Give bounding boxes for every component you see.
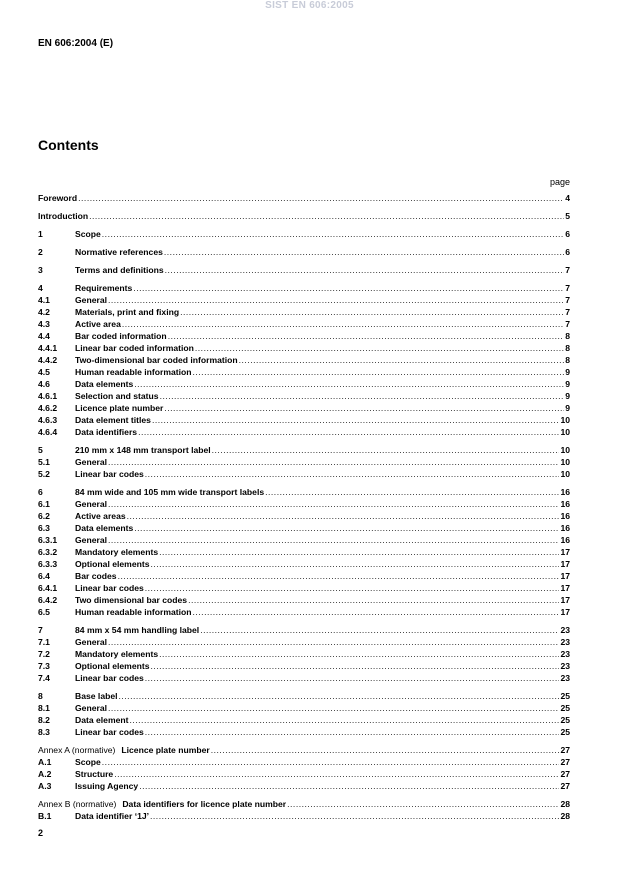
toc-entry-number: A.1 (38, 757, 52, 767)
toc-leader-dots (164, 402, 564, 414)
toc-leader-dots (159, 546, 559, 558)
toc-entry-number: 8 (38, 691, 43, 701)
toc-entry-page: 28 (560, 799, 570, 809)
toc-leader-dots (145, 582, 560, 594)
toc-leader-dots (108, 456, 559, 468)
toc-leader-dots (139, 780, 559, 792)
toc-entry-page: 17 (560, 607, 570, 617)
toc-entry[interactable] (38, 702, 570, 714)
toc-entry[interactable] (38, 354, 570, 366)
toc-leader-dots (200, 624, 559, 636)
toc-entry-page: 16 (560, 487, 570, 497)
toc-entry-page: 25 (560, 691, 570, 701)
toc-entry-page: 27 (560, 781, 570, 791)
toc-entry[interactable] (38, 594, 570, 606)
toc-leader-dots (165, 264, 565, 276)
toc-leader-dots (145, 672, 560, 684)
toc-entry[interactable] (38, 426, 570, 438)
toc-leader-dots (118, 570, 560, 582)
toc-entry[interactable] (38, 582, 570, 594)
toc-entry-page: 25 (560, 715, 570, 725)
toc-entry[interactable] (38, 192, 570, 204)
toc-leader-dots (108, 294, 564, 306)
toc-entry-title: General (75, 457, 108, 467)
toc-entry-title: Materials, print and fixing (75, 307, 180, 317)
toc-annex-prefix: Annex B (normative) (38, 799, 117, 809)
toc-entry-page: 28 (560, 811, 570, 821)
toc-leader-dots (265, 486, 559, 498)
toc-leader-dots (119, 690, 560, 702)
toc-entry-page: 23 (560, 649, 570, 659)
toc-entry[interactable] (38, 414, 570, 426)
toc-entry-title: Data elements (75, 379, 134, 389)
toc-entry-title: General (75, 637, 108, 647)
toc-entry-page: 10 (560, 415, 570, 425)
toc-leader-dots (78, 192, 564, 204)
toc-entry-number: 4.6.2 (38, 403, 58, 413)
toc-entry-title: Scope (75, 229, 101, 239)
toc-entry-number: 6.4.2 (38, 595, 58, 605)
toc-entry-page: 9 (565, 367, 570, 377)
toc-leader-dots (122, 318, 564, 330)
toc-entry-title: Human readable information (75, 607, 192, 617)
toc-entry-number: 4.6.1 (38, 391, 58, 401)
toc-leader-dots (108, 702, 559, 714)
toc-leader-dots (89, 210, 564, 222)
toc-leader-dots (108, 534, 559, 546)
toc-entry[interactable] (38, 546, 570, 558)
toc-entry-number: Foreword (38, 193, 78, 203)
toc-entry-number: 6.1 (38, 499, 50, 509)
toc-entry-title: Mandatory elements (75, 547, 159, 557)
toc-leader-dots (102, 756, 560, 768)
toc-entry-page: 23 (560, 661, 570, 671)
toc-entry-number: 6.3.3 (38, 559, 58, 569)
toc-entry[interactable] (38, 366, 570, 378)
page-title: Contents (38, 137, 99, 153)
toc-leader-dots (193, 606, 560, 618)
toc-entry-page: 7 (565, 283, 570, 293)
toc-entry-title: Active areas (75, 511, 126, 521)
toc-entry-number: 6.4 (38, 571, 50, 581)
toc-entry-page: 17 (560, 595, 570, 605)
toc-leader-dots (168, 330, 565, 342)
toc-annex-prefix: Annex A (normative) (38, 745, 116, 755)
toc-entry[interactable] (38, 798, 570, 810)
toc-entry[interactable] (38, 228, 570, 240)
toc-entry-number: 4.3 (38, 319, 50, 329)
toc-entry-number: 5.2 (38, 469, 50, 479)
toc-entry-page: 8 (565, 343, 570, 353)
toc-entry-page: 6 (565, 247, 570, 257)
toc-leader-dots (159, 648, 559, 660)
toc-entry-page: 23 (560, 625, 570, 635)
toc-entry[interactable] (38, 522, 570, 534)
toc-entry[interactable] (38, 570, 570, 582)
toc-entry-title: Normative references (75, 247, 163, 257)
toc-entry-number: 5 (38, 445, 43, 455)
toc-entry-title: Data element (75, 715, 129, 725)
toc-leader-dots (239, 354, 565, 366)
toc-entry-page: 10 (560, 469, 570, 479)
toc-entry-title: Scope (75, 757, 101, 767)
toc-entry-page: 10 (560, 445, 570, 455)
toc-entry-number: 4.5 (38, 367, 50, 377)
toc-leader-dots (133, 282, 564, 294)
toc-entry-number: 4.4 (38, 331, 50, 341)
toc-entry-title: General (75, 499, 108, 509)
toc-entry-title: Active area (75, 319, 121, 329)
toc-leader-dots (160, 390, 565, 402)
toc-leader-dots (151, 558, 560, 570)
toc-entry-title: Linear bar coded information (75, 343, 194, 353)
toc-entry-page: 10 (560, 427, 570, 437)
toc-entry-title: Terms and definitions (75, 265, 164, 275)
toc-entry-number: 7.3 (38, 661, 50, 671)
toc-entry[interactable] (38, 306, 570, 318)
toc-leader-dots (151, 660, 560, 672)
toc-entry-page: 25 (560, 703, 570, 713)
toc-entry-title: Bar codes (75, 571, 117, 581)
toc-entry-title: Data element titles (75, 415, 151, 425)
toc-entry[interactable] (38, 402, 570, 414)
toc-entry-number: 3 (38, 265, 43, 275)
toc-entry[interactable] (38, 672, 570, 684)
toc-leader-dots (145, 468, 560, 480)
toc-entry-number: 6.3.1 (38, 535, 58, 545)
toc-entry[interactable] (38, 330, 570, 342)
toc-entry[interactable] (38, 768, 570, 780)
toc-entry-number: 7.4 (38, 673, 50, 683)
toc-entry-title: General (75, 295, 108, 305)
toc-entry-page: 16 (560, 499, 570, 509)
toc-entry[interactable] (38, 558, 570, 570)
toc-entry-page: 16 (560, 523, 570, 533)
toc-entry[interactable] (38, 456, 570, 468)
toc-entry[interactable] (38, 726, 570, 738)
toc-entry-title: Two dimensional bar codes (75, 595, 188, 605)
toc-entry-page: 27 (560, 769, 570, 779)
toc-entry-page: 27 (560, 745, 570, 755)
watermark: SIST EN 606:2005 (265, 0, 354, 11)
toc-entry-title: Licence plate number (75, 403, 164, 413)
toc-entry-title: Data elements (75, 523, 134, 533)
toc-entry-page: 7 (565, 307, 570, 317)
toc-entry[interactable] (38, 660, 570, 672)
toc-entry-title: Licence plate number (121, 745, 210, 755)
toc-leader-dots (152, 414, 559, 426)
toc-entry-title: Optional elements (75, 559, 150, 569)
toc-entry[interactable] (38, 756, 570, 768)
toc-entry-number: 8.1 (38, 703, 50, 713)
toc-entry-page: 16 (560, 511, 570, 521)
toc-entry[interactable] (38, 318, 570, 330)
toc-leader-dots (134, 522, 559, 534)
toc-entry-page: 7 (565, 319, 570, 329)
toc-entry-number: 7 (38, 625, 43, 635)
toc-leader-dots (114, 768, 559, 780)
toc-entry-title: General (75, 535, 108, 545)
toc-entry[interactable] (38, 714, 570, 726)
toc-entry[interactable] (38, 444, 570, 456)
toc-entry-page: 5 (565, 211, 570, 221)
toc-entry-title: Linear bar codes (75, 673, 144, 683)
toc-entry-number: 6.5 (38, 607, 50, 617)
toc-entry-title: Two-dimensional bar coded information (75, 355, 238, 365)
toc-entry-page: 17 (560, 583, 570, 593)
toc-entry-title: Requirements (75, 283, 133, 293)
toc-entry[interactable] (38, 498, 570, 510)
toc-entry-number: Introduction (38, 211, 89, 221)
toc-leader-dots (195, 342, 564, 354)
page-number: 2 (38, 828, 44, 838)
toc-leader-dots (193, 366, 565, 378)
toc-entry-number: 4.4.1 (38, 343, 58, 353)
toc-entry[interactable] (38, 210, 570, 222)
toc-entry-number: 4.1 (38, 295, 50, 305)
toc-entry[interactable] (38, 294, 570, 306)
toc-leader-dots (108, 636, 559, 648)
toc-entry-number: 6.3.2 (38, 547, 58, 557)
toc-entry[interactable] (38, 264, 570, 276)
toc-entry-title: Base label (75, 691, 118, 701)
toc-entry[interactable] (38, 510, 570, 522)
toc-entry[interactable] (38, 648, 570, 660)
toc-leader-dots (212, 444, 560, 456)
toc-leader-dots (188, 594, 559, 606)
toc-entry-number: 6 (38, 487, 43, 497)
toc-entry-number: A.2 (38, 769, 52, 779)
toc-entry-page: 23 (560, 637, 570, 647)
toc-entry-number: 4.6 (38, 379, 50, 389)
toc-entry-number: 8.2 (38, 715, 50, 725)
toc-entry-title: 84 mm x 54 mm handling label (75, 625, 200, 635)
toc-entry-title: General (75, 703, 108, 713)
toc-entry-number: 7.2 (38, 649, 50, 659)
toc-entry-page: 7 (565, 295, 570, 305)
toc-entry[interactable] (38, 534, 570, 546)
toc-entry-page: 17 (560, 547, 570, 557)
toc-entry-title: Data identifiers (75, 427, 138, 437)
toc-entry-title: Linear bar codes (75, 583, 144, 593)
toc-entry-title: Structure (75, 769, 114, 779)
toc-entry-page: 17 (560, 559, 570, 569)
toc-entry-number: 6.2 (38, 511, 50, 521)
toc-entry-number: 4.2 (38, 307, 50, 317)
toc-entry-page: 23 (560, 673, 570, 683)
toc-entry-number: 6.3 (38, 523, 50, 533)
toc-entry-page: 25 (560, 727, 570, 737)
toc-entry-number: 7.1 (38, 637, 50, 647)
toc-entry-title: Linear bar codes (75, 727, 144, 737)
toc-entry[interactable] (38, 810, 570, 822)
toc-entry[interactable] (38, 690, 570, 702)
toc-leader-dots (130, 714, 560, 726)
toc-entry-title: Optional elements (75, 661, 150, 671)
toc-entry[interactable] (38, 780, 570, 792)
toc-entry-page: 9 (565, 391, 570, 401)
toc-entry-title: Data identifiers for licence plate number (122, 799, 287, 809)
toc-entry-page: 8 (565, 331, 570, 341)
toc-entry[interactable] (38, 636, 570, 648)
toc-entry-page: 7 (565, 265, 570, 275)
toc-entry-title: Human readable information (75, 367, 192, 377)
toc-leader-dots (150, 810, 559, 822)
toc-entry-number: 2 (38, 247, 43, 257)
toc-leader-dots (127, 510, 560, 522)
toc-leader-dots (134, 378, 564, 390)
toc-entry-page: 4 (565, 193, 570, 203)
toc-leader-dots (138, 426, 559, 438)
toc-entry[interactable] (38, 282, 570, 294)
toc-entry-title: Selection and status (75, 391, 159, 401)
toc-entry-page: 27 (560, 757, 570, 767)
toc-entry[interactable] (38, 378, 570, 390)
toc-entry[interactable] (38, 390, 570, 402)
toc-entry-page: 10 (560, 457, 570, 467)
toc-entry-number: 5.1 (38, 457, 50, 467)
toc-entry-number: 4.4.2 (38, 355, 58, 365)
toc-leader-dots (287, 798, 559, 810)
toc-entry-page: 6 (565, 229, 570, 239)
toc-entry-page: 9 (565, 379, 570, 389)
toc-entry[interactable] (38, 606, 570, 618)
table-of-contents (38, 192, 570, 822)
toc-entry[interactable] (38, 486, 570, 498)
toc-leader-dots (164, 246, 564, 258)
toc-entry-number: 4.6.3 (38, 415, 58, 425)
toc-entry[interactable] (38, 468, 570, 480)
toc-entry-number: 4.6.4 (38, 427, 58, 437)
toc-entry-number: 4 (38, 283, 43, 293)
toc-entry-title: Mandatory elements (75, 649, 159, 659)
toc-entry-page: 17 (560, 571, 570, 581)
toc-leader-dots (145, 726, 560, 738)
toc-leader-dots (102, 228, 564, 240)
toc-entry-page: 9 (565, 403, 570, 413)
toc-entry-title: Bar coded information (75, 331, 167, 341)
toc-leader-dots (211, 744, 560, 756)
toc-entry[interactable] (38, 342, 570, 354)
toc-entry-title: Data identifier ‘1J’ (75, 811, 150, 821)
toc-entry-title: 210 mm x 148 mm transport label (75, 445, 211, 455)
toc-entry-number: 6.4.1 (38, 583, 58, 593)
toc-entry[interactable] (38, 246, 570, 258)
standard-number: EN 606:2004 (E) (38, 38, 114, 49)
toc-entry[interactable] (38, 624, 570, 636)
toc-entry-number: A.3 (38, 781, 52, 791)
toc-entry-number: B.1 (38, 811, 52, 821)
toc-entry-title: Linear bar codes (75, 469, 144, 479)
toc-entry-page: 16 (560, 535, 570, 545)
toc-entry-title: 84 mm wide and 105 mm wide transport labels (75, 487, 265, 497)
toc-entry-page: 8 (565, 355, 570, 365)
page-column-label: page (549, 177, 570, 187)
toc-entry[interactable] (38, 744, 570, 756)
toc-entry-number: 1 (38, 229, 43, 239)
toc-leader-dots (180, 306, 564, 318)
toc-entry-title: Issuing Agency (75, 781, 139, 791)
toc-leader-dots (108, 498, 559, 510)
toc-entry-number: 8.3 (38, 727, 50, 737)
